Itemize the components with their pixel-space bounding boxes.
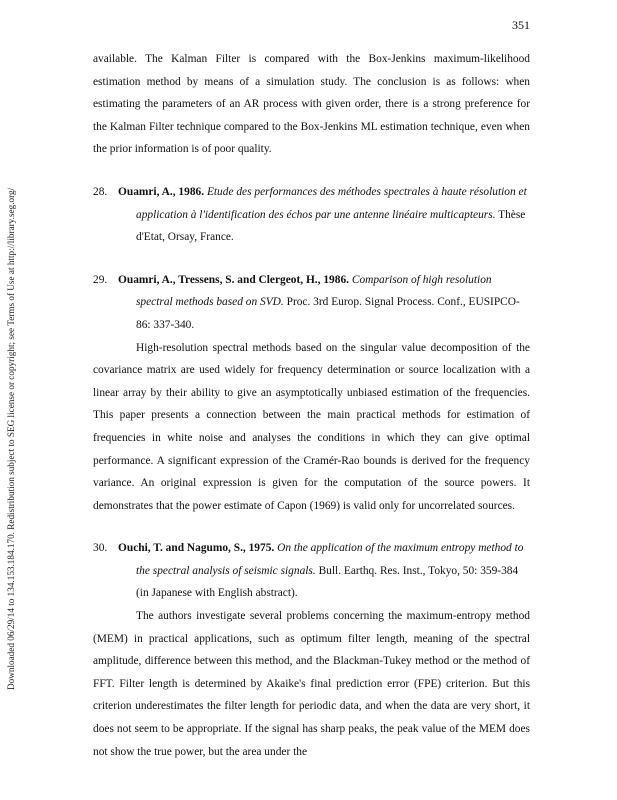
reference-number: 30. [93,542,108,555]
page-number: 351 [512,18,530,32]
reference-citation [93,537,530,605]
reference-source: Proc. 3rd Europ. Signal Process. Conf., EUSIPCO-86: 337-340. [136,296,520,331]
reference-title: Etude des performances des méthodes spectrales à haute résolution et application à l'identification des échos par une antenne linéaire multicapteurs. [136,185,527,221]
reference-citation [93,269,530,337]
download-notice [4,120,18,690]
reference-entry-29 [93,269,530,518]
reference-authors: Ouamri, A., Tressens, S. and Clergeot, H., 1986. [118,273,349,286]
reference-authors: Ouamri, A., 1986. [118,185,205,198]
reference-title: On the application of the maximum entropy method to the spectral analysis of seismic signals. [136,542,524,577]
reference-title: Comparison of high resolution spectral methods based on SVD. [136,273,492,309]
download-notice-text: Downloaded 06/29/14 to 134.153.184.170. Redistribution subject to SEG license or copyright; see Terms of Use at http://library.seg.org/ [6,187,16,690]
reference-number: 29. [93,273,108,286]
reference-source: Thèse d'Etat, Orsay, France. [136,208,526,244]
reference-source: Bull. Earthq. Res. Inst., Tokyo, 50: 359-384 (in Japanese with English abstract). [136,564,519,600]
reference-authors: Ouchi, T. and Nagumo, S., 1975. [118,542,275,555]
reference-number: 28. [93,185,108,198]
reference-abstract: High-resolution spectral methods based on the singular value decomposition of the covariance matrix are used widely for frequency determination or source localization with a linear array by their ability to give an asymptotically unbiased estimation of the frequencies. This paper presents a connection between the main practical methods for estimation of frequencies in white noise and analyses the conditions in which they can give optimal performance. A significant expression of the Cramér-Rao bounds is derived for the frequency variance. An original expression is given for the computation of the source powers. It demonstrates that the power estimate of Capon (1969) is valid only for uncorrelated sources. [93,341,530,512]
reference-citation [93,181,530,249]
reference-entry-30 [93,537,530,763]
intro-paragraph: available. The Kalman Filter is compared with the Box-Jenkins maximum-likelihood estimation method by means of a simulation study. The conclusion is as follows: when estimating the parameters of an AR process with given order, there is a strong preference for the Kalman Filter technique compared to the Box-Jenkins ML estimation technique, even when the prior information is of poor quality. [93,53,530,156]
reference-abstract: The authors investigate several problems concerning the maximum-entropy method (MEM) in practical applications, such as optimum filter length, meaning of the spectral amplitude, difference between this method, and the Blackman-Tukey method or the method of FFT. Filter length is determined by Akaike's final prediction error (FPE) criterion. But this criterion underestimates the filter length for periodic data, and when the data are very short, it does not seem to be appropriate. If the signal has sharp peaks, the peak value of the MEM does not show the true power, but the area under the [93,610,530,758]
reference-entry-28 [93,181,530,249]
page-body [93,48,530,763]
